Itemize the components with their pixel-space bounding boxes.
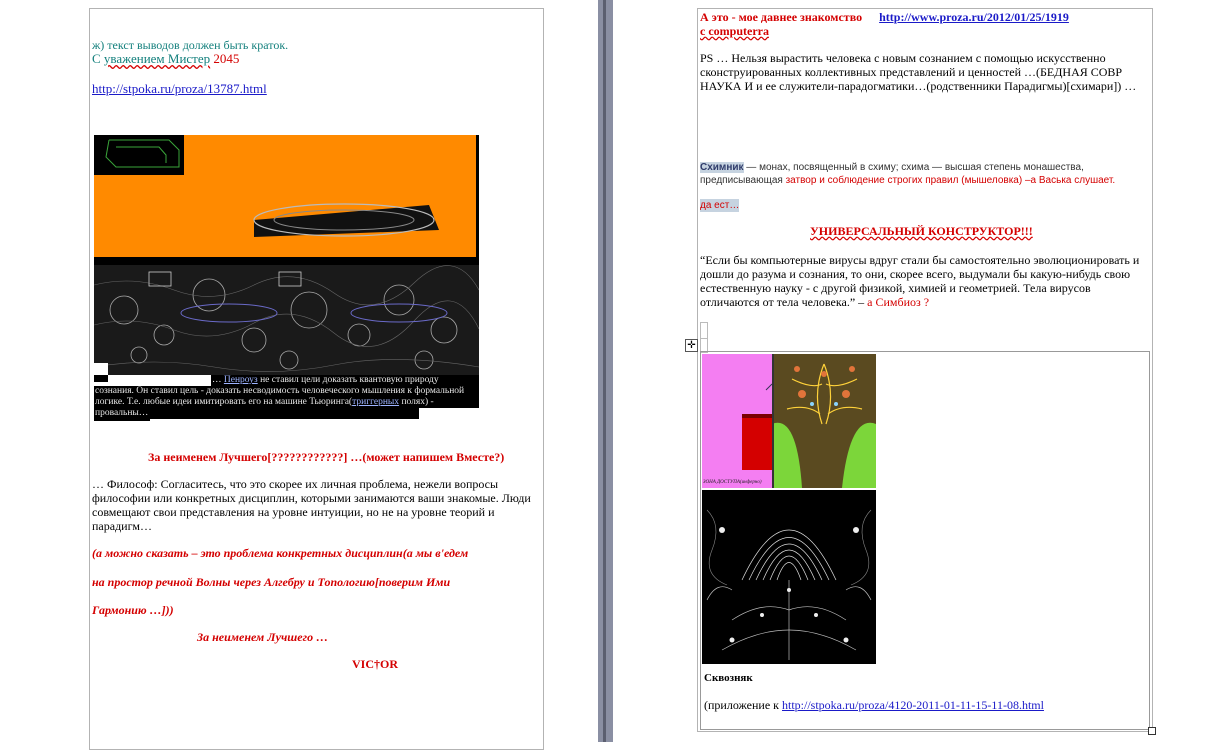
skhimnik-line-2-prefix: предписывающая [700, 175, 786, 186]
head-line-2-text: с computerra [700, 24, 769, 38]
page-divider [598, 0, 613, 742]
ps-line: НАУКА И и ее служители-парадогматики…(родственники Парадигмы)[схимари]) … [700, 79, 1137, 93]
ps-line: сконструированных коллективных представлений и ценностей …(БЕДНАЯ СОВР [700, 65, 1123, 79]
table-move-handle-icon[interactable]: ✛ [685, 339, 698, 352]
quote-last-red: а Симбиоз ? [867, 295, 930, 309]
resize-handle-icon[interactable] [1148, 727, 1156, 735]
paragraph-line: … Философ: Согласитесь, что это скорее их личная проблема, нежели вопросы [92, 477, 499, 491]
quote-line: дошли до разума и сознания, то они, скорее всего, выдумали бы какую-нибудь свою [700, 267, 1131, 281]
left-paragraph [92, 477, 542, 533]
caption-link-penrose[interactable]: Пенроуз [223, 375, 258, 385]
left-line-1: ж) текст выводов должен быть краток. [92, 38, 289, 52]
image-tiny-caption: ЗОНА ДОСТУПА(инферно) [703, 480, 762, 485]
italic-line-1: (а можно сказать – это проблема конкретных дисциплин(а мы в'едем [92, 546, 469, 560]
fractal-image-left [94, 135, 479, 375]
appendix-line [704, 698, 1044, 712]
left-line-2 [92, 52, 239, 66]
ps-line: PS … Нельзя вырастить человека с новым сознанием с помощью искусственно [700, 51, 1106, 65]
appendix-link[interactable]: http://stpoka.ru/proza/4120-2011-01-11-15-11-08.html [782, 698, 1044, 712]
caption-line-3-rest: полях) - [399, 397, 434, 407]
skhimnik-word: Схимник [700, 162, 744, 173]
appendix-prefix: (приложение к [704, 698, 782, 712]
quote-paragraph [700, 253, 1139, 309]
greeting-prefix: С [92, 51, 104, 66]
empty-cell-1[interactable] [700, 322, 708, 339]
caption-line-2: сознания. Он ставил цель - доказать несводимость человеческого мышления к формальной [95, 386, 465, 396]
caption-line-3-prefix: логике. Т.е. любые идеи имитировать его на машине Тьюринга( [95, 397, 353, 407]
right-head-line [700, 10, 1069, 24]
left-link-13787[interactable]: http://stpoka.ru/proza/13787.html [92, 81, 267, 96]
signature: VIC†OR [352, 657, 399, 671]
fractal-art-top [702, 354, 876, 488]
skhimnik-line-2-red: затвор и соблюдение строгих правил (мышеловка) –а Васька слушает. [785, 175, 1116, 186]
fractal-image-top [702, 354, 876, 488]
paragraph-line: парадигм… [92, 519, 152, 533]
skhimnik-line-2 [700, 174, 1115, 187]
caption-line-3 [95, 397, 434, 408]
quote-line-last [700, 295, 1139, 309]
left-heading: За неименем Лучшего[????????????] …(может напишем Вместе?) [148, 450, 505, 464]
constructor-title [810, 224, 1033, 238]
constructor-title-text: УНИВЕРСАЛЬНЫЙ КОНСТРУКТОР!!! [810, 224, 1033, 238]
quote-line: “Если бы компьютерные вирусы вдруг стали бы самостоятельно эволюционировать и [700, 253, 1140, 267]
caption-link-trigger[interactable]: триггерных [352, 397, 400, 407]
caption-line-4: провальны… [95, 408, 149, 418]
fractal-image-bottom [702, 490, 876, 664]
head-text: А это - мое давнее знакомство [700, 10, 863, 24]
caption-line-1-rest: не ставил цели доказать квантовую природу [257, 375, 439, 385]
fractal-art-bottom [702, 490, 876, 664]
italic-line-4: За неименем Лучшего … [197, 630, 329, 644]
head-link[interactable]: http://www.proza.ru/2012/01/25/1919 [879, 10, 1069, 24]
greeting-number: 2045 [210, 51, 240, 66]
paragraph-line: философии или конкретных дисциплин, которыми занимаются ваши знакомые. Люди [92, 491, 531, 505]
quote-last-prefix: отличаются от тела человека.” – [700, 295, 868, 309]
italic-line-2: на простор речной Волны через Алгебру и Топологию[поверим Ими [92, 575, 451, 589]
da-est: да ест… [700, 200, 740, 211]
paragraph-line: совмещают свои представления на уровне интуиции, но не на уровне теорий и [92, 505, 495, 519]
skvoznyak-caption: Сквозняк [704, 672, 753, 684]
fractal-art-left [94, 135, 479, 375]
caption-line-1 [212, 375, 439, 386]
quote-line: естественную науку - с другой физикой, химией и геометрией. Тела вирусов [700, 281, 1091, 295]
head-line-2 [700, 24, 769, 38]
skhimnik-rest: — монах, посвященный в схиму; схима — высшая степень монашества, [743, 162, 1084, 173]
skhimnik-line-1 [700, 161, 1084, 174]
ps-paragraph [700, 51, 1136, 93]
italic-line-3: Гармонию …])) [92, 603, 174, 617]
caption-ellipsis: … [212, 375, 224, 385]
greeting-name: уважением Мистер [103, 51, 211, 66]
